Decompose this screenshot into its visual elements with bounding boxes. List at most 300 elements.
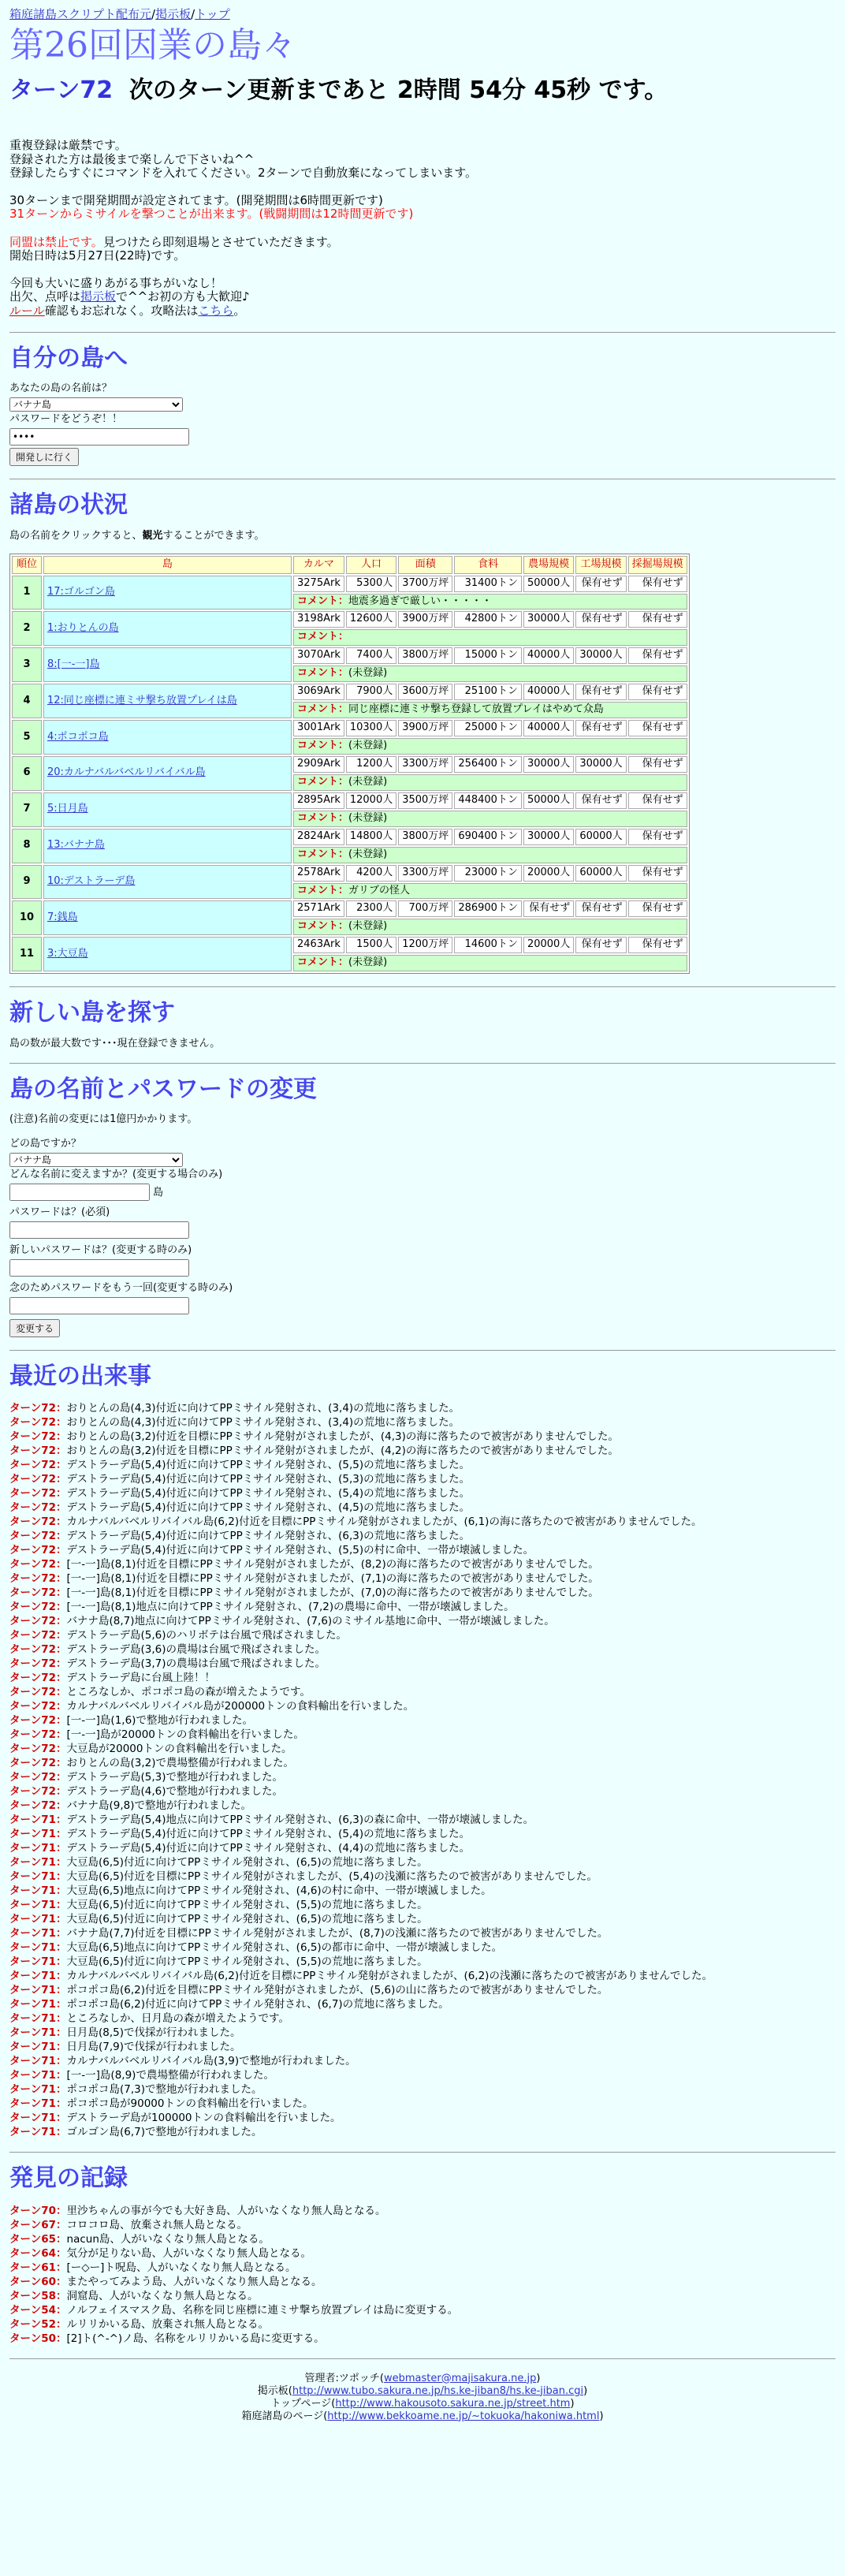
log-entry	[9, 1543, 836, 1557]
comment-label: コメント：	[297, 740, 349, 752]
log-entry	[9, 1657, 836, 1671]
turn-prefix: ターン71：	[9, 1870, 67, 1884]
turn-prefix: ターン72：	[9, 1586, 67, 1600]
turn-prefix: ターン72：	[9, 1643, 67, 1657]
karma-cell: 2463Ark	[293, 937, 344, 953]
log-text: ポコポコ島が90000トンの食料輸出を行いました。	[66, 2097, 314, 2111]
pop-cell: 1200人	[346, 756, 396, 773]
turn-prefix: ターン72：	[9, 1515, 67, 1529]
island-link[interactable]: 5:日月島	[47, 803, 88, 815]
island-link[interactable]: 10:デストラーデ島	[47, 875, 136, 888]
footer	[9, 2373, 836, 2423]
log-text: カルナバルバベルリバイバル島(6,2)付近を目標にPPミサイル発射がされましたが、(6,1)の海に落ちたので被害がありませんでした。	[66, 1515, 702, 1529]
factory-cell: 保有せず	[575, 720, 626, 736]
log-text: カルナバルバベルリバイバル島(6,2)付近を目標にPPミサイル発射がされましたが、(6,2)の浅瀬に落ちたので被害がありませんでした。	[66, 1970, 713, 1983]
log-entry	[9, 1955, 836, 1969]
island-link[interactable]: 3:大豆島	[47, 947, 88, 960]
farm-cell: 40000人	[523, 684, 574, 700]
change-note: (注意)名前の変更には1億円かかります。	[9, 1113, 198, 1126]
island-name-cell	[43, 684, 292, 718]
island-name-cell	[43, 720, 292, 755]
footer-home-link[interactable]: http://www.bekkoame.ne.jp/~tokuoka/hakoniwa.html	[327, 2410, 600, 2422]
turn-prefix: ターン72：	[9, 1558, 67, 1571]
rank-cell: 1	[12, 576, 42, 610]
karma-cell: 3275Ark	[293, 576, 344, 592]
log-text: ポコポコ島(6,2)付近に向けてPPミサイル発射され、(6,7)の荒地に落ちました。	[66, 1998, 449, 2011]
log-text: デストラーデ島(5,4)付近に向けてPPミサイル発射され、(6,3)の荒地に落ちました。	[66, 1530, 471, 1543]
table-row	[12, 756, 687, 773]
footer-text: 管理者:ツポッチ(	[304, 2372, 384, 2384]
log-text: デストラーデ島(3,7)の農場は台風で飛ばされました。	[66, 1657, 326, 1671]
food-cell: 23000トン	[454, 865, 522, 882]
log-entry	[9, 1699, 836, 1713]
mine-cell: 保有せず	[628, 576, 687, 592]
column-header: 面積	[398, 556, 452, 574]
turn-prefix: ターン72：	[9, 1728, 67, 1742]
island-link[interactable]: 4:ポコポコ島	[47, 730, 109, 743]
new-name-field[interactable]	[9, 1184, 150, 1201]
turn-prefix: ターン71：	[9, 1884, 67, 1898]
log-text: ポコポコ島(6,2)付近を目標にPPミサイル発射がされましたが、(5,6)の山に落ちたので被害がありませんでした。	[66, 1984, 609, 1997]
develop-button[interactable]: 開発しに行く	[9, 448, 79, 466]
log-entry	[9, 1586, 836, 1600]
change-island-select[interactable]	[9, 1153, 183, 1167]
log-text: ルリリかいる島、放棄され無人島となる。	[66, 2317, 270, 2331]
log-entry	[9, 2275, 836, 2289]
area-cell: 3300万坪	[398, 756, 452, 773]
turn-prefix: ターン72：	[9, 1657, 67, 1671]
log-entry	[9, 1614, 836, 1628]
notice-text: 確認もお忘れなく。攻略法は	[44, 303, 199, 318]
turn-prefix: ターン71：	[9, 1814, 67, 1827]
area-cell: 3600万坪	[398, 684, 452, 700]
farm-cell: 20000人	[523, 865, 574, 882]
log-text: 日月島(7,9)で伐採が行われました。	[66, 2041, 241, 2054]
rank-cell: 8	[12, 829, 42, 863]
table-row	[12, 611, 687, 628]
island-name-cell	[43, 829, 292, 863]
pop-cell: 1500人	[346, 937, 396, 953]
log-text: デストラーデ島(5,4)付近に向けてPPミサイル発射され、(5,4)の荒地に落ちました。	[66, 1487, 471, 1500]
column-header: 農場規模	[523, 556, 574, 574]
turn-prefix: ターン71：	[9, 1998, 67, 2011]
footer-top	[9, 2399, 836, 2410]
farm-cell: 50000人	[523, 792, 574, 809]
footer-admin	[9, 2373, 836, 2385]
board-link[interactable]: 掲示板	[155, 7, 192, 21]
log-text: デストラーデ島が100000トンの食料輸出を行いました。	[66, 2112, 341, 2125]
table-row	[12, 684, 687, 700]
factory-cell: 60000人	[575, 865, 626, 882]
turn-prefix: ターン72：	[9, 1615, 67, 1628]
column-header: 採掘場規模	[628, 556, 687, 574]
turn-prefix: ターン72：	[9, 1601, 67, 1614]
log-entry	[9, 1870, 836, 1884]
log-entry	[9, 1486, 836, 1500]
log-entry	[9, 1415, 836, 1430]
notice-line-missile: 31ターンからミサイルを撃つことが出来ます。(戦闘期間は12時間更新です)	[9, 207, 414, 222]
turn-prefix: ターン71：	[9, 1856, 67, 1870]
mine-cell: 保有せず	[628, 647, 687, 664]
comment-label: コメント：	[297, 956, 349, 969]
area-cell: 3700万坪	[398, 576, 452, 592]
log-entry	[9, 1713, 836, 1728]
island-select[interactable]	[9, 397, 183, 412]
comment-cell	[293, 594, 687, 610]
comment-label: コメント：	[297, 848, 349, 860]
log-text: ゴルゴン島(6,7)で整地が行われました。	[66, 2126, 262, 2139]
status-description	[9, 531, 836, 542]
log-entry	[9, 2317, 836, 2332]
mine-cell: 保有せず	[628, 865, 687, 882]
password-required-label: パスワードは？(必須)	[9, 1206, 110, 1218]
change-button[interactable]: 変更する	[9, 1319, 60, 1337]
log-text: [一-一]島(8,1)付近を目標にPPミサイル発射がされましたが、(7,0)の海に落ちたので被害がありませんでした。	[66, 1586, 599, 1600]
log-entry	[9, 1813, 836, 1827]
food-cell: 256400トン	[454, 756, 522, 773]
table-row	[12, 829, 687, 845]
log-entry	[9, 1841, 836, 1855]
footer-board-link[interactable]: http://www.tubo.sakura.ne.jp/hs.ke-jiban8/hs.ke-jiban.cgi	[292, 2384, 584, 2397]
turn-prefix: ターン72：	[9, 1799, 67, 1813]
turn-prefix: ターン72：	[9, 1771, 67, 1784]
top-link[interactable]: トップ	[195, 7, 230, 21]
log-entry	[9, 1430, 836, 1444]
log-text: 大豆島(6,5)地点に向けてPPミサイル発射され、(4,6)の村に命中、一帯が壊滅しました。	[66, 1884, 492, 1898]
turn-prefix: ターン61：	[9, 2261, 67, 2274]
area-cell: 3300万坪	[398, 865, 452, 882]
log-text: デストラーデ島(5,3)で整地が行われました。	[66, 1771, 283, 1784]
comment-label: コメント：	[297, 631, 349, 643]
farm-cell: 40000人	[523, 720, 574, 736]
comment-cell	[293, 883, 687, 900]
farm-cell: 40000人	[523, 647, 574, 664]
turn-prefix: ターン72：	[9, 1714, 67, 1728]
turn-prefix: ターン67：	[9, 2218, 67, 2231]
turn-prefix: ターン72：	[9, 1430, 67, 1444]
turn-prefix: ターン72：	[9, 1487, 67, 1500]
strategy-link[interactable]: こちら	[198, 303, 234, 318]
log-text: またやってみよう島、人がいなくなり無人島となる。	[66, 2275, 322, 2288]
rank-cell: 7	[12, 792, 42, 827]
factory-cell: 保有せず	[575, 937, 626, 953]
divider	[9, 2358, 836, 2359]
comment-label: コメント：	[297, 920, 349, 933]
farm-cell: 50000人	[523, 576, 574, 592]
comment-label: コメント：	[297, 595, 349, 607]
notice-text: で^^お初の方も大歓迎♪	[116, 289, 250, 304]
mine-cell: 保有せず	[628, 611, 687, 628]
log-entry	[9, 1728, 836, 1742]
log-text: [一-一]島(8,9)で農場整備が行われました。	[66, 2069, 274, 2082]
turn-prefix: ターン71：	[9, 2026, 67, 2040]
log-entry	[9, 1827, 836, 1841]
log-text: [一-一]島(8,1)地点に向けてPPミサイル発射され、(7,2)の農場に命中、一帯が壊滅しました。	[66, 1601, 515, 1614]
mine-cell: 保有せず	[628, 900, 687, 917]
island-link[interactable]: 13:バナナ島	[47, 839, 105, 852]
notice-line: 今回も大いに盛りあがる事ちがいなし！	[9, 276, 223, 291]
comment-label: コメント：	[297, 775, 349, 788]
turn-prefix: ターン58：	[9, 2289, 67, 2302]
mine-cell: 保有せず	[628, 684, 687, 700]
log-text: デストラーデ島(5,4)付近に向けてPPミサイル発射され、(4,5)の荒地に落ちました。	[66, 1501, 471, 1515]
footer-text: )	[599, 2410, 604, 2422]
log-entry	[9, 1628, 836, 1642]
turn-prefix: ターン71：	[9, 1927, 67, 1940]
log-text: おりとんの島(3,2)付近を目標にPPミサイル発射がされましたが、(4,3)の海に落ちたので被害がありませんでした。	[66, 1430, 619, 1444]
log-entry	[9, 1756, 836, 1770]
comment-cell	[293, 665, 687, 682]
area-cell: 3900万坪	[398, 611, 452, 628]
pop-cell: 12000人	[346, 792, 396, 809]
log-text: nacun島、人がいなくなり無人島となる。	[66, 2232, 270, 2246]
comment-label: コメント：	[297, 884, 349, 897]
karma-cell: 2824Ark	[293, 829, 344, 845]
turn-prefix: ターン52：	[9, 2317, 67, 2331]
log-entry	[9, 2097, 836, 2111]
log-entry	[9, 1458, 836, 1472]
island-link[interactable]: 8:[一-一]島	[47, 658, 100, 670]
comment-text: (未登録)	[348, 740, 388, 752]
log-entry	[9, 2204, 836, 2218]
island-name-question: あなたの島の名前は？	[9, 382, 113, 395]
pop-cell: 10300人	[346, 720, 396, 736]
desc-kankou: 観光	[142, 529, 163, 542]
table-row	[12, 576, 687, 592]
desc-text: 島の名前をクリックすると、	[9, 529, 143, 542]
rank-cell: 3	[12, 647, 42, 682]
rule-link[interactable]: ルール	[9, 303, 45, 318]
turn-prefix: ターン72：	[9, 1416, 67, 1430]
notice-line: 30ターンまで開発期間が設定されてます。(開発期間は6時間更新です)	[9, 193, 383, 208]
footer-home	[9, 2411, 836, 2423]
log-text: バナナ島(9,8)で整地が行われました。	[66, 1799, 252, 1813]
turn-prefix: ターン64：	[9, 2246, 67, 2260]
comment-cell	[293, 629, 687, 646]
log-text: デストラーデ島(5,4)付近に向けてPPミサイル発射され、(5,3)の荒地に落ちました。	[66, 1473, 471, 1486]
password-field[interactable]	[9, 428, 189, 445]
turn-prefix: ターン72：	[9, 1501, 67, 1515]
table-row	[12, 792, 687, 809]
log-text: 気分が足りない島、人がいなくなり無人島となる。	[66, 2246, 312, 2260]
rank-cell: 5	[12, 720, 42, 755]
area-cell: 3900万坪	[398, 720, 452, 736]
column-header: 食料	[454, 556, 522, 574]
log-text: 大豆島(6,5)付近を目標にPPミサイル発射がされましたが、(5,4)の浅瀬に落ちたので被害がありませんでした。	[66, 1870, 597, 1884]
comment-cell	[293, 955, 687, 971]
turn-prefix: ターン71：	[9, 1842, 67, 1855]
divider	[9, 1063, 836, 1064]
log-text: 大豆島(6,5)地点に向けてPPミサイル発射され、(6,5)の都市に命中、一帯が壊滅しました。	[66, 1941, 503, 1955]
log-text: 大豆島が20000トンの食料輸出を行いました。	[66, 1743, 292, 1756]
log-entry	[9, 1685, 836, 1699]
factory-cell: 保有せず	[575, 900, 626, 917]
log-entry	[9, 2332, 836, 2346]
karma-cell: 2909Ark	[293, 756, 344, 773]
log-entry	[9, 2011, 836, 2026]
notice-line	[9, 290, 836, 304]
turn-prefix: ターン71：	[9, 1899, 67, 1912]
rank-cell: 10	[12, 900, 42, 935]
island-link[interactable]: 7:銭島	[47, 911, 78, 923]
log-entry	[9, 1600, 836, 1614]
table-header-row	[12, 556, 687, 574]
log-text: デストラーデ島(4,6)で整地が行われました。	[66, 1785, 283, 1799]
turn-prefix: ターン71：	[9, 2069, 67, 2082]
notice-block	[9, 139, 836, 318]
factory-cell: 30000人	[575, 647, 626, 664]
turn-prefix: ターン72：	[9, 1402, 67, 1415]
new-password-field[interactable]	[9, 1259, 189, 1277]
log-text: 大豆島(6,5)付近に向けてPPミサイル発射され、(5,5)の荒地に落ちました。	[66, 1899, 428, 1912]
confirm-password-field[interactable]	[9, 1297, 189, 1314]
log-text: ノルフェイスマスク島、名称を同じ座標に連ミサ撃ち放置プレイは島に変更する。	[66, 2303, 459, 2317]
board-link[interactable]: 掲示板	[80, 289, 117, 304]
turn-prefix: ターン71：	[9, 2055, 67, 2068]
log-text: 洞窟島、人がいなくなり無人島となる。	[66, 2289, 259, 2302]
column-header: 人口	[346, 556, 396, 574]
comment-cell	[293, 738, 687, 755]
island-link[interactable]: 20:カルナバルバベルリバイバル島	[47, 766, 206, 779]
comment-cell	[293, 919, 687, 935]
rank-cell: 11	[12, 937, 42, 971]
area-cell: 700万坪	[398, 900, 452, 917]
island-name-cell	[43, 756, 292, 791]
factory-cell: 60000人	[575, 829, 626, 845]
log-entry	[9, 1912, 836, 1926]
karma-cell: 3070Ark	[293, 647, 344, 664]
notice-text: 出欠、点呼は	[9, 289, 81, 304]
password-field[interactable]	[9, 1221, 189, 1239]
footer-text: 掲示板(	[257, 2384, 292, 2397]
comment-text: ガリブの怪人	[348, 884, 411, 897]
turn-prefix: ターン71：	[9, 2041, 67, 2054]
footer-text: )	[536, 2372, 541, 2384]
log-text: コロコロ島、放棄され無人島となる。	[66, 2218, 248, 2231]
island-name-cell	[43, 576, 292, 610]
comment-text: (未登録)	[348, 775, 388, 788]
turn-prefix: ターン72：	[9, 1785, 67, 1799]
log-entry	[9, 1799, 836, 1813]
log-text: [2]ト(^-^)ノ島、名称をルリリかいる島に変更する。	[66, 2332, 325, 2345]
log-text: おりとんの島(4,3)付近に向けてPPミサイル発射され、(3,4)の荒地に落ちました。	[66, 1416, 460, 1430]
island-link[interactable]: 12:同じ座標に連ミサ撃ち放置プレイは島	[47, 694, 237, 706]
column-header: 工場規模	[575, 556, 626, 574]
footer-text: )	[570, 2397, 575, 2410]
table-row	[12, 865, 687, 882]
turn-prefix: ターン60：	[9, 2275, 67, 2288]
notice-line	[9, 304, 836, 318]
log-entry	[9, 1940, 836, 1955]
turn-prefix: ターン72：	[9, 1530, 67, 1543]
comment-cell	[293, 847, 687, 863]
admin-email-link[interactable]: webmaster@majisakura.ne.jp	[384, 2372, 537, 2384]
log-entry	[9, 1983, 836, 1997]
island-suffix: 島	[153, 1186, 164, 1199]
log-text: [一-一]島が20000トンの食料輸出を行いました。	[66, 1728, 304, 1742]
area-cell: 3500万坪	[398, 792, 452, 809]
log-entry	[9, 2111, 836, 2125]
log-entry	[9, 1500, 836, 1515]
factory-cell: 30000人	[575, 756, 626, 773]
comment-label: コメント：	[297, 667, 349, 680]
farm-cell: 保有せず	[523, 900, 574, 917]
column-header: カルマ	[293, 556, 344, 574]
food-cell: 448400トン	[454, 792, 522, 809]
turn-prefix: ターン70：	[9, 2204, 67, 2217]
factory-cell: 保有せず	[575, 684, 626, 700]
food-cell: 42800トン	[454, 611, 522, 628]
island-name-cell	[43, 647, 292, 682]
log-entry	[9, 2125, 836, 2139]
log-text: デストラーデ島に台風上陸！！	[66, 1672, 215, 1685]
log-entry	[9, 1784, 836, 1799]
script-source-link[interactable]: 箱庭諸島スクリプト配布元	[9, 7, 152, 21]
area-cell: 1200万坪	[398, 937, 452, 953]
food-cell: 286900トン	[454, 900, 522, 917]
log-entry	[9, 1515, 836, 1529]
footer-text: )	[583, 2384, 588, 2397]
pop-cell: 12600人	[346, 611, 396, 628]
log-entry	[9, 1529, 836, 1543]
mine-cell: 保有せず	[628, 756, 687, 773]
pop-cell: 5300人	[346, 576, 396, 592]
alliance-ban: 同盟は禁止です。	[9, 234, 103, 249]
karma-cell: 2895Ark	[293, 792, 344, 809]
karma-cell: 2571Ark	[293, 900, 344, 917]
turn-prefix: ターン71：	[9, 1984, 67, 1997]
islands-table-body	[12, 576, 687, 972]
notice-text: 。	[233, 303, 246, 318]
island-link[interactable]: 1:おりとんの島	[47, 621, 119, 634]
table-row	[12, 900, 687, 917]
island-name-cell	[43, 611, 292, 646]
turn-prefix: ターン71：	[9, 2012, 67, 2026]
log-text: [一-一]島(1,6)で整地が行われました。	[66, 1714, 253, 1728]
footer-top-link[interactable]: http://www.hakousoto.sakura.ne.jp/street.htm	[335, 2397, 571, 2410]
log-entry	[9, 1898, 836, 1912]
turn-prefix: ターン72：	[9, 1544, 67, 1557]
log-text: デストラーデ島(5,6)のハリボテは台風で飛ばされました。	[66, 1629, 347, 1642]
comment-text: 地震多過ぎで厳しい・・・・・	[348, 595, 493, 607]
mine-cell: 保有せず	[628, 792, 687, 809]
new-password-label: 新しいパスワードは？(変更する時のみ)	[9, 1243, 192, 1256]
desc-text: することができます。	[162, 529, 265, 542]
log-entry	[9, 1926, 836, 1940]
top-nav	[9, 8, 836, 21]
events-log	[9, 1401, 836, 2139]
log-entry	[9, 1855, 836, 1870]
column-header: 島	[43, 556, 292, 574]
food-cell: 25000トン	[454, 720, 522, 736]
column-header: 順位	[12, 556, 42, 574]
island-link[interactable]: 17:ゴルゴン島	[47, 586, 115, 598]
food-cell: 31400トン	[454, 576, 522, 592]
turn-prefix: ターン71：	[9, 1913, 67, 1926]
turn-prefix: ターン72：	[9, 1629, 67, 1642]
log-text: デストラーデ島(5,4)地点に向けてPPミサイル発射され、(6,3)の森に命中、一帯が壊滅しました。	[66, 1814, 534, 1827]
log-entry	[9, 1557, 836, 1571]
farm-cell: 30000人	[523, 829, 574, 845]
page-title: 第26回因業の島々	[9, 25, 296, 66]
turn-prefix: ターン72：	[9, 1459, 67, 1472]
nav-separator: /	[191, 7, 195, 21]
log-text: デストラーデ島(5,4)付近に向けてPPミサイル発射され、(5,4)の荒地に落ちました。	[66, 1828, 471, 1841]
log-text: 大豆島(6,5)付近に向けてPPミサイル発射され、(6,5)の荒地に落ちました。	[66, 1913, 428, 1926]
log-text: [ー◇ー]ト呪島、人がいなくなり無人島となる。	[66, 2261, 296, 2274]
notice-line: 登録された方は最後まで楽しんで下さいね^^	[9, 151, 255, 166]
log-entry	[9, 1472, 836, 1486]
